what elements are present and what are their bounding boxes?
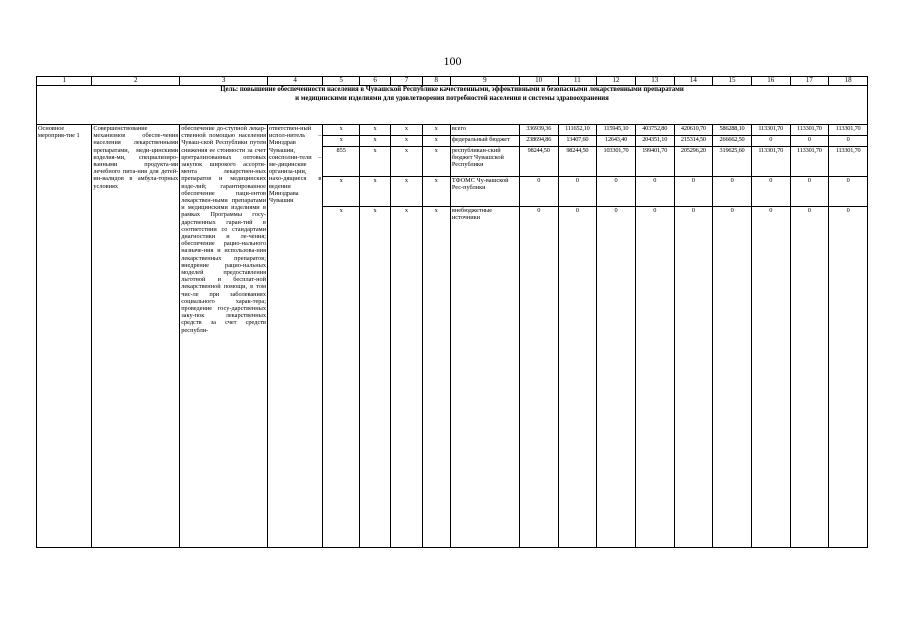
program-table xyxy=(36,76,868,548)
amount-cell: 403752,80 xyxy=(635,125,674,136)
column-number-cell: 17 xyxy=(790,77,829,86)
column-number-cell: 10 xyxy=(519,77,558,86)
column-number-cell: 11 xyxy=(558,77,597,86)
measure-name-cell: Совершенствование механизмов обеспе-чения населения лекарственными препаратами, меди-цинскими изделия-ми, специализиро-ванными продукта-ми лечебного пита-ния для детей-ин-валидов в амбула-торных условиях xyxy=(92,125,180,548)
funding-source-cell: ТФОМС Чу-вашской Рес-публики xyxy=(450,177,519,207)
funding-source-cell: республикан-ский бюджет Чувашской Республики xyxy=(450,147,519,177)
amount-cell: 586288,10 xyxy=(713,125,752,136)
amount-cell: 199401,70 xyxy=(635,147,674,177)
amount-cell: 0 xyxy=(829,136,868,147)
page-number: 100 xyxy=(443,54,462,68)
amount-cell: 98244,50 xyxy=(558,147,597,177)
code-cell: x xyxy=(422,136,450,147)
funding-source-cell: федеральный бюджет xyxy=(450,136,519,147)
amount-cell: 0 xyxy=(558,207,597,548)
measure-description-cell: обеспечение до-ступной лекар-ственной помощью населения Чуваш-ской Республики путем снижения ее стоимости за счет централизованных оптовых закупок широкого ассорти-мента лекарствен-ных препаратов и медицинских изде-лий; гарантированное обеспечение паци-ентов лекарствен-ными препаратами и медицинскими изделиями в рамках Программы госу-дарственных гаран-тий в соответствии со стандартами диагностики и ле-чения; обеспечение рацио-нального назначе-ния и использова-ния лекарственных препаратов; внедрение рацио-нальных моделей предоставления льготной и бесплат-ной лекарственной помощи, в том чис-ле при заболеваниях социального харак-тера; проведение госу-дарственных заку-пок лекарственных средств за счет средств республи- xyxy=(180,125,268,548)
amount-cell: 113301,70 xyxy=(751,125,790,136)
amount-cell: 0 xyxy=(558,177,597,207)
code-cell: x xyxy=(359,147,390,177)
funding-source-cell: всего xyxy=(450,125,519,136)
column-number-cell: 6 xyxy=(359,77,390,86)
amount-cell: 0 xyxy=(713,177,752,207)
amount-cell: 0 xyxy=(790,136,829,147)
amount-cell: 113301,70 xyxy=(790,147,829,177)
code-cell: x xyxy=(323,207,360,548)
amount-cell: 113301,70 xyxy=(751,147,790,177)
code-cell: x xyxy=(422,207,450,548)
amount-cell: 113301,70 xyxy=(829,147,868,177)
code-cell: x xyxy=(422,177,450,207)
goal-row xyxy=(37,86,868,125)
column-number-cell: 1 xyxy=(37,77,92,86)
goal-cell xyxy=(37,86,868,125)
amount-cell: 0 xyxy=(519,207,558,548)
goal-line-1: Цель: повышение обеспеченности населения в Чувашской Республике качественными, эффективными и безопасными лекарственными препаратами xyxy=(220,86,684,93)
amount-cell: 0 xyxy=(829,207,868,548)
column-number-cell: 5 xyxy=(323,77,360,86)
code-cell: x xyxy=(391,136,422,147)
column-number-cell: 4 xyxy=(267,77,322,86)
amount-cell: 0 xyxy=(790,207,829,548)
executor-cell: ответствен-ный испол-нитель – Минздрав Чувашии, соисполни-тели – ме-дицинские организа-ции, нахо-дящиеся в ведении Минздрава Чувашии xyxy=(267,125,322,548)
code-cell: x xyxy=(422,125,450,136)
column-number-cell: 3 xyxy=(180,77,268,86)
code-cell: x xyxy=(391,125,422,136)
amount-cell: 0 xyxy=(519,177,558,207)
amount-cell: 0 xyxy=(674,207,713,548)
amount-cell: 238694,86 xyxy=(519,136,558,147)
amount-cell: 266662,50 xyxy=(713,136,752,147)
column-number-cell: 13 xyxy=(635,77,674,86)
amount-cell: 0 xyxy=(674,177,713,207)
code-cell: x xyxy=(359,125,390,136)
column-number-cell: 12 xyxy=(597,77,636,86)
code-cell: x xyxy=(391,207,422,548)
column-number-cell: 18 xyxy=(829,77,868,86)
column-number-cell: 2 xyxy=(92,77,180,86)
column-number-cell: 15 xyxy=(713,77,752,86)
goal-line-2: и медицинскими изделиями для удовлетворения потребностей населения и системы здравоохранения xyxy=(295,94,609,102)
amount-cell: 0 xyxy=(597,177,636,207)
amount-cell: 0 xyxy=(635,177,674,207)
code-cell: x xyxy=(359,207,390,548)
amount-cell: 0 xyxy=(597,207,636,548)
code-cell: 855 xyxy=(323,147,360,177)
code-cell: x xyxy=(359,177,390,207)
amount-cell: 13407,60 xyxy=(558,136,597,147)
amount-cell: 0 xyxy=(751,136,790,147)
amount-cell: 103301,70 xyxy=(597,147,636,177)
code-cell: x xyxy=(391,177,422,207)
code-cell: x xyxy=(391,147,422,177)
funding-source-cell: внебюджетные источники xyxy=(450,207,519,548)
amount-cell: 336939,36 xyxy=(519,125,558,136)
code-cell: x xyxy=(323,177,360,207)
amount-cell: 0 xyxy=(751,207,790,548)
amount-cell: 319625,60 xyxy=(713,147,752,177)
amount-cell: 204351,10 xyxy=(635,136,674,147)
code-cell: x xyxy=(323,125,360,136)
amount-cell: 215314,50 xyxy=(674,136,713,147)
column-number-cell: 8 xyxy=(422,77,450,86)
column-number-cell: 14 xyxy=(674,77,713,86)
amount-cell: 0 xyxy=(790,177,829,207)
amount-cell: 12643,40 xyxy=(597,136,636,147)
amount-cell: 0 xyxy=(829,177,868,207)
amount-cell: 420610,70 xyxy=(674,125,713,136)
amount-cell: 0 xyxy=(713,207,752,548)
code-cell: x xyxy=(422,147,450,177)
amount-cell: 113301,70 xyxy=(790,125,829,136)
amount-cell: 0 xyxy=(635,207,674,548)
code-cell: x xyxy=(323,136,360,147)
amount-cell: 0 xyxy=(751,177,790,207)
amount-cell: 113301,70 xyxy=(829,125,868,136)
column-number-cell: 7 xyxy=(391,77,422,86)
amount-cell: 111652,10 xyxy=(558,125,597,136)
column-number-cell: 16 xyxy=(751,77,790,86)
column-number-row xyxy=(37,77,868,86)
amount-cell: 205296,20 xyxy=(674,147,713,177)
code-cell: x xyxy=(359,136,390,147)
amount-cell: 98244,50 xyxy=(519,147,558,177)
table-row xyxy=(37,125,868,136)
measure-type-cell: Основное мероприя-тие 1 xyxy=(37,125,92,548)
amount-cell: 115945,10 xyxy=(597,125,636,136)
column-number-cell: 9 xyxy=(450,77,519,86)
